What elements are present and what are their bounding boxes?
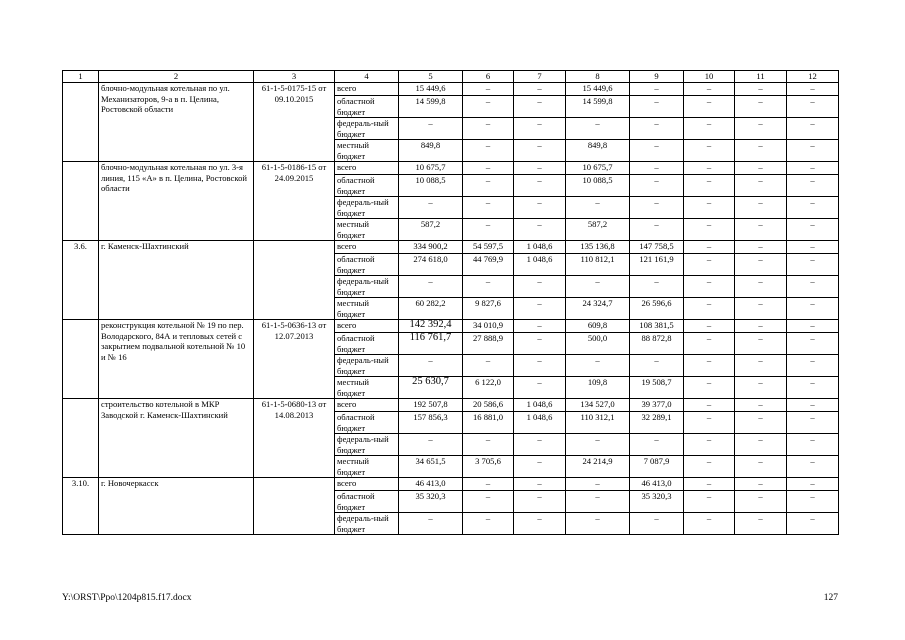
funding-source: областной бюджет (335, 412, 399, 434)
amount-cell: – (630, 83, 684, 96)
amount-cell: – (735, 276, 787, 298)
amount-cell: 54 597,5 (463, 241, 514, 254)
amount-cell: – (787, 96, 839, 118)
amount-cell: 15 449,6 (566, 83, 630, 96)
amount-cell: 274 618,0 (399, 254, 463, 276)
funding-source: областной бюджет (335, 96, 399, 118)
amount-cell: – (514, 197, 566, 219)
amount-cell: – (735, 254, 787, 276)
amount-cell: – (463, 513, 514, 535)
column-header: 2 (99, 71, 254, 83)
amount-cell: – (787, 399, 839, 412)
amount-cell: 334 900,2 (399, 241, 463, 254)
amount-cell: – (514, 434, 566, 456)
amount-cell: – (684, 320, 735, 333)
amount-cell: 10 088,5 (399, 175, 463, 197)
amount-cell: 14 599,8 (566, 96, 630, 118)
funding-source: всего (335, 162, 399, 175)
amount-cell: – (514, 456, 566, 478)
amount-cell: 147 758,5 (630, 241, 684, 254)
object-name: г. Новочеркасск (99, 478, 254, 535)
amount-cell: – (787, 513, 839, 535)
amount-cell: – (684, 377, 735, 399)
funding-source: областной бюджет (335, 175, 399, 197)
amount-cell: – (735, 456, 787, 478)
amount-cell: 10 675,7 (566, 162, 630, 175)
amount-cell: – (566, 197, 630, 219)
amount-cell: – (399, 118, 463, 140)
amount-cell: – (684, 175, 735, 197)
amount-cell: – (684, 478, 735, 491)
amount-cell: – (684, 197, 735, 219)
amount-cell: 24 214,9 (566, 456, 630, 478)
item-number (63, 320, 99, 399)
object-name: реконструкция котельной № 19 по пер. Володарского, 84А и тепловых сетей с закрытием подвальной котельной № 10 и № 16 (99, 320, 254, 399)
amount-cell: – (630, 118, 684, 140)
amount-cell: – (684, 355, 735, 377)
amount-cell: – (463, 355, 514, 377)
amount-cell: – (399, 513, 463, 535)
column-number-row (63, 71, 839, 83)
funding-source: федераль-ный бюджет (335, 355, 399, 377)
amount-cell: – (787, 118, 839, 140)
amount-cell: 27 888,9 (463, 333, 514, 355)
table-row (63, 478, 839, 491)
amount-cell: – (735, 320, 787, 333)
amount-cell: – (514, 333, 566, 355)
column-header: 10 (684, 71, 735, 83)
funding-source: федераль-ный бюджет (335, 276, 399, 298)
amount-cell: – (735, 241, 787, 254)
table-row (63, 320, 839, 333)
footer-file-path: Y:\ORST\Ppo\1204p815.f17.docx (62, 593, 192, 603)
amount-cell: 849,8 (566, 140, 630, 162)
amount-cell: 32 289,1 (630, 412, 684, 434)
amount-cell: – (787, 83, 839, 96)
amount-cell: – (630, 140, 684, 162)
item-number: 3.6. (63, 241, 99, 320)
amount-cell: 35 320,3 (399, 491, 463, 513)
funding-source: всего (335, 83, 399, 96)
amount-cell: – (684, 412, 735, 434)
amount-cell: – (787, 175, 839, 197)
amount-cell: – (735, 96, 787, 118)
amount-cell: 46 413,0 (630, 478, 684, 491)
amount-cell: – (787, 219, 839, 241)
funding-source: областной бюджет (335, 254, 399, 276)
amount-cell: – (684, 140, 735, 162)
funding-source: местный бюджет (335, 140, 399, 162)
amount-cell: 26 596,6 (630, 298, 684, 320)
column-header: 7 (514, 71, 566, 83)
amount-cell: 60 282,2 (399, 298, 463, 320)
amount-cell: 46 413,0 (399, 478, 463, 491)
amount-cell: 157 856,3 (399, 412, 463, 434)
amount-cell: 10 675,7 (399, 162, 463, 175)
registration-number: 61-1-5-0680-13 от 14.08.2013 (254, 399, 335, 478)
amount-cell: – (514, 491, 566, 513)
amount-cell: – (463, 175, 514, 197)
registration-number: 61-1-5-0636-13 от 12.07.2013 (254, 320, 335, 399)
amount-cell: 609,8 (566, 320, 630, 333)
amount-cell: – (684, 96, 735, 118)
amount-cell: – (735, 513, 787, 535)
registration-number (254, 241, 335, 320)
amount-cell: – (630, 96, 684, 118)
amount-cell: – (566, 118, 630, 140)
amount-cell: – (630, 197, 684, 219)
amount-cell: – (684, 276, 735, 298)
amount-cell: 849,8 (399, 140, 463, 162)
amount-cell: – (463, 276, 514, 298)
amount-cell: – (735, 434, 787, 456)
funding-source: всего (335, 478, 399, 491)
amount-cell: – (684, 241, 735, 254)
amount-cell: – (463, 118, 514, 140)
amount-cell: – (684, 162, 735, 175)
amount-cell: – (514, 162, 566, 175)
amount-cell: – (787, 140, 839, 162)
amount-cell: – (787, 478, 839, 491)
amount-cell: – (514, 276, 566, 298)
amount-cell: – (514, 320, 566, 333)
amount-cell: – (566, 355, 630, 377)
amount-cell: 39 377,0 (630, 399, 684, 412)
object-name: блочно-модульная котельная по ул. Механизаторов, 9-а в п. Целина, Ростовской области (99, 83, 254, 162)
amount-cell: – (399, 434, 463, 456)
table-row (63, 241, 839, 254)
amount-cell: – (735, 83, 787, 96)
amount-cell: – (735, 355, 787, 377)
amount-cell: 14 599,8 (399, 96, 463, 118)
amount-cell: 109,8 (566, 377, 630, 399)
amount-cell: – (684, 399, 735, 412)
funding-source: всего (335, 320, 399, 333)
object-name: строительство котельной в МКР Заводской г. Каменск-Шахтинский (99, 399, 254, 478)
amount-cell: – (630, 434, 684, 456)
amount-cell: 19 508,7 (630, 377, 684, 399)
amount-cell: 587,2 (566, 219, 630, 241)
amount-cell: 1 048,6 (514, 399, 566, 412)
amount-cell: – (735, 175, 787, 197)
amount-cell: – (514, 140, 566, 162)
column-header: 1 (63, 71, 99, 83)
amount-cell: – (463, 491, 514, 513)
amount-cell: 142 392,4 (399, 320, 463, 333)
amount-cell: 110 312,1 (566, 412, 630, 434)
amount-cell: – (684, 513, 735, 535)
amount-cell: – (514, 355, 566, 377)
page-number: 127 (823, 593, 838, 603)
amount-cell: – (735, 333, 787, 355)
amount-cell: 134 527,0 (566, 399, 630, 412)
amount-cell: – (787, 434, 839, 456)
amount-cell: – (514, 83, 566, 96)
item-number: 3.10. (63, 478, 99, 535)
amount-cell: – (514, 377, 566, 399)
object-name: г. Каменск-Шахтинский (99, 241, 254, 320)
amount-cell: – (566, 434, 630, 456)
amount-cell: – (787, 254, 839, 276)
amount-cell: 6 122,0 (463, 377, 514, 399)
amount-cell: 44 769,9 (463, 254, 514, 276)
amount-cell: – (787, 491, 839, 513)
funding-source: федераль-ный бюджет (335, 434, 399, 456)
amount-cell: – (463, 162, 514, 175)
amount-cell: – (684, 298, 735, 320)
amount-cell: 192 507,8 (399, 399, 463, 412)
registration-number (254, 478, 335, 535)
amount-cell: 1 048,6 (514, 254, 566, 276)
amount-cell: – (735, 219, 787, 241)
amount-cell: – (566, 478, 630, 491)
funding-source: местный бюджет (335, 456, 399, 478)
amount-cell: 25 630,7 (399, 377, 463, 399)
budget-table (62, 70, 839, 535)
amount-cell: – (630, 175, 684, 197)
amount-cell: 7 087,9 (630, 456, 684, 478)
amount-cell: – (787, 162, 839, 175)
amount-cell: – (514, 96, 566, 118)
amount-cell: – (399, 197, 463, 219)
amount-cell: – (463, 140, 514, 162)
amount-cell: – (514, 513, 566, 535)
amount-cell: – (463, 219, 514, 241)
column-header: 6 (463, 71, 514, 83)
registration-number: 61-1-5-0186-15 от 24.09.2015 (254, 162, 335, 241)
amount-cell: – (787, 377, 839, 399)
amount-cell: 9 827,6 (463, 298, 514, 320)
amount-cell: – (630, 276, 684, 298)
amount-cell: – (735, 197, 787, 219)
amount-cell: – (566, 491, 630, 513)
amount-cell: – (735, 162, 787, 175)
amount-cell: 16 881,0 (463, 412, 514, 434)
amount-cell: 24 324,7 (566, 298, 630, 320)
amount-cell: – (787, 355, 839, 377)
funding-source: федераль-ный бюджет (335, 118, 399, 140)
amount-cell: 1 048,6 (514, 241, 566, 254)
registration-number: 61-1-5-0175-15 от 09.10.2015 (254, 83, 335, 162)
amount-cell: – (787, 241, 839, 254)
amount-cell: – (684, 456, 735, 478)
amount-cell: 116 761,7 (399, 333, 463, 355)
amount-cell: – (787, 412, 839, 434)
amount-cell: – (566, 276, 630, 298)
amount-cell: – (684, 83, 735, 96)
amount-cell: 587,2 (399, 219, 463, 241)
amount-cell: – (787, 333, 839, 355)
amount-cell: – (463, 197, 514, 219)
amount-cell: 35 320,3 (630, 491, 684, 513)
column-header: 8 (566, 71, 630, 83)
amount-cell: 121 161,9 (630, 254, 684, 276)
amount-cell: – (735, 140, 787, 162)
amount-cell: – (514, 175, 566, 197)
amount-cell: – (463, 478, 514, 491)
amount-cell: – (684, 434, 735, 456)
column-header: 3 (254, 71, 335, 83)
amount-cell: – (787, 197, 839, 219)
column-header: 9 (630, 71, 684, 83)
amount-cell: – (566, 513, 630, 535)
amount-cell: 110 812,1 (566, 254, 630, 276)
amount-cell: – (735, 298, 787, 320)
item-number (63, 83, 99, 162)
amount-cell: – (684, 333, 735, 355)
column-header: 4 (335, 71, 399, 83)
amount-cell: 34 010,9 (463, 320, 514, 333)
amount-cell: – (463, 434, 514, 456)
amount-cell: – (787, 456, 839, 478)
amount-cell: 20 586,6 (463, 399, 514, 412)
amount-cell: – (684, 254, 735, 276)
amount-cell: – (735, 118, 787, 140)
amount-cell: 500,0 (566, 333, 630, 355)
amount-cell: – (463, 96, 514, 118)
funding-source: областной бюджет (335, 491, 399, 513)
funding-source: федераль-ный бюджет (335, 197, 399, 219)
amount-cell: – (684, 219, 735, 241)
amount-cell: – (684, 491, 735, 513)
amount-cell: 108 381,5 (630, 320, 684, 333)
amount-cell: – (630, 355, 684, 377)
amount-cell: – (787, 298, 839, 320)
object-name: блочно-модульная котельная по ул. 3-я линия, 115 «А» в п. Целина, Ростовской области (99, 162, 254, 241)
amount-cell: – (735, 478, 787, 491)
amount-cell: – (735, 491, 787, 513)
table-row (63, 399, 839, 412)
column-header: 12 (787, 71, 839, 83)
amount-cell: – (787, 276, 839, 298)
amount-cell: – (514, 118, 566, 140)
amount-cell: – (514, 298, 566, 320)
amount-cell: – (630, 219, 684, 241)
amount-cell: – (735, 377, 787, 399)
amount-cell: 135 136,8 (566, 241, 630, 254)
amount-cell: – (630, 513, 684, 535)
amount-cell: – (463, 83, 514, 96)
amount-cell: – (399, 355, 463, 377)
table-row (63, 83, 839, 96)
amount-cell: 34 651,5 (399, 456, 463, 478)
funding-source: местный бюджет (335, 298, 399, 320)
amount-cell: – (684, 118, 735, 140)
amount-cell: 1 048,6 (514, 412, 566, 434)
amount-cell: 88 872,8 (630, 333, 684, 355)
funding-source: местный бюджет (335, 377, 399, 399)
funding-source: федераль-ный бюджет (335, 513, 399, 535)
item-number (63, 162, 99, 241)
amount-cell: – (399, 276, 463, 298)
item-number (63, 399, 99, 478)
amount-cell: 10 088,5 (566, 175, 630, 197)
amount-cell: – (735, 399, 787, 412)
funding-source: всего (335, 241, 399, 254)
funding-source: всего (335, 399, 399, 412)
column-header: 11 (735, 71, 787, 83)
funding-source: областной бюджет (335, 333, 399, 355)
amount-cell: – (514, 478, 566, 491)
amount-cell: – (514, 219, 566, 241)
amount-cell: 3 705,6 (463, 456, 514, 478)
funding-source: местный бюджет (335, 219, 399, 241)
amount-cell: – (787, 320, 839, 333)
column-header: 5 (399, 71, 463, 83)
amount-cell: – (735, 412, 787, 434)
table-row (63, 162, 839, 175)
amount-cell: 15 449,6 (399, 83, 463, 96)
amount-cell: – (630, 162, 684, 175)
